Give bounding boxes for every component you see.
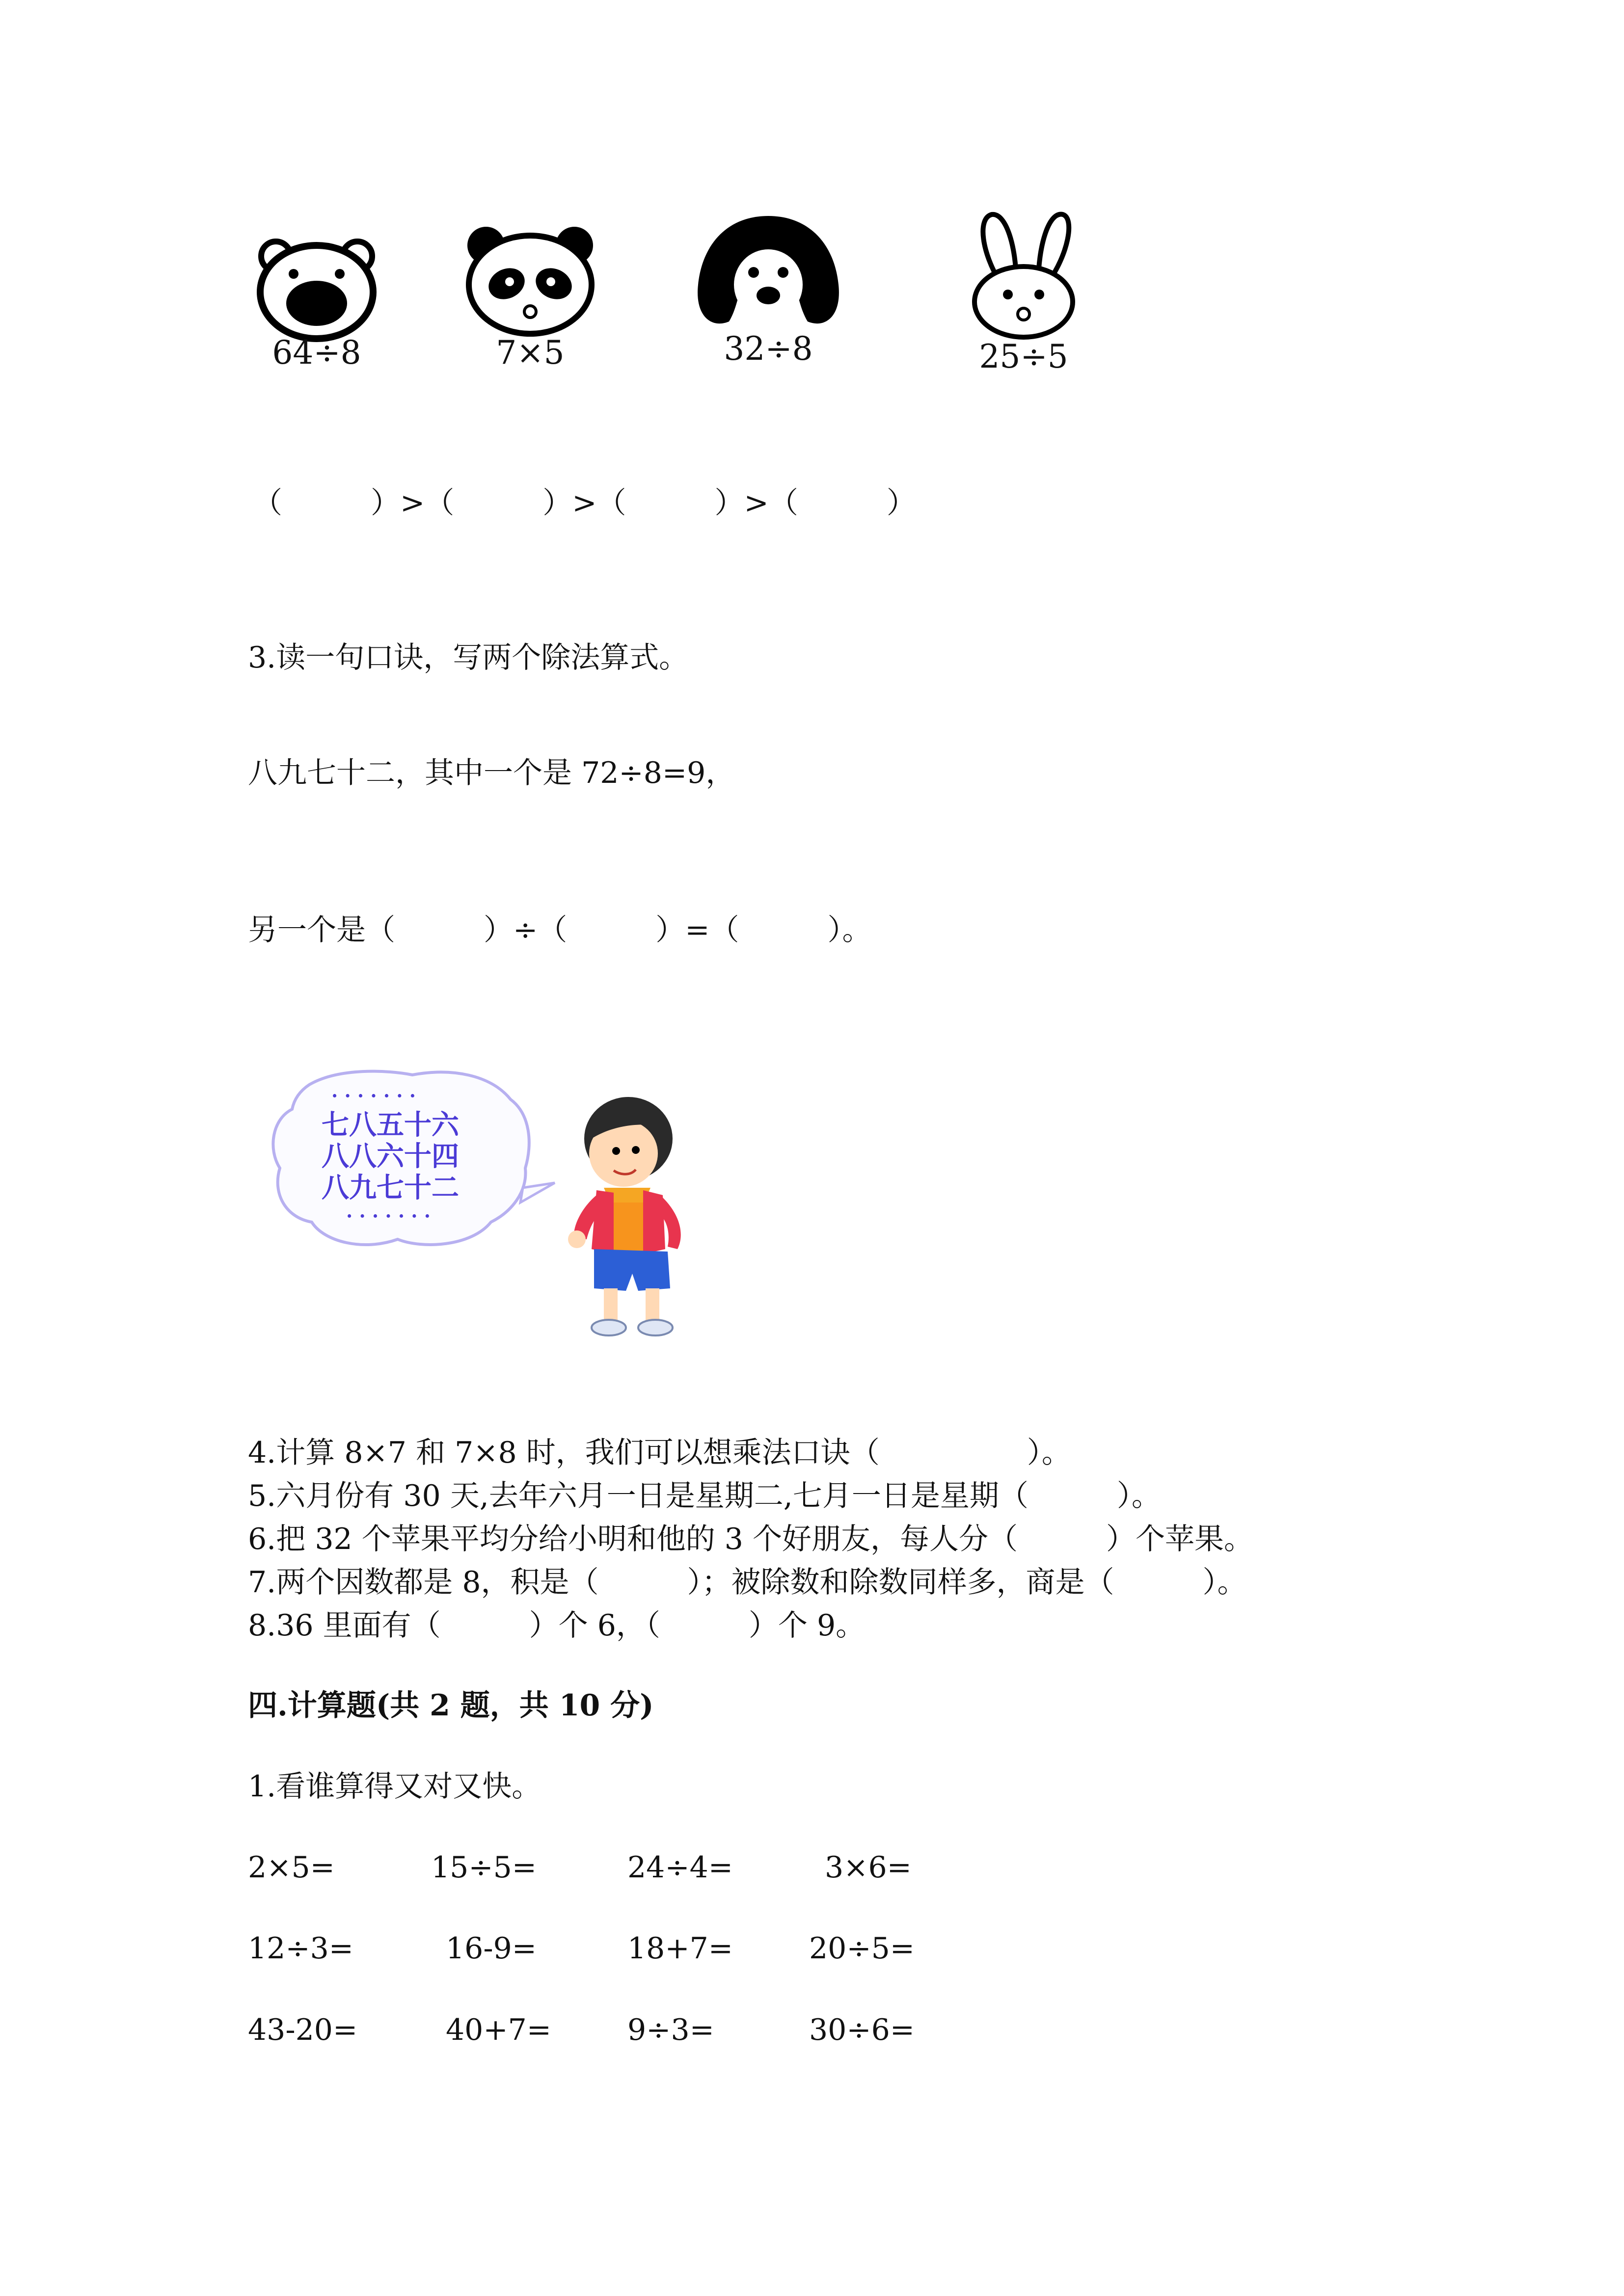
animal-expr-3: 32÷8	[724, 330, 813, 368]
boy-icon	[545, 1092, 692, 1347]
pig-face-icon	[250, 231, 383, 344]
calc-item: 3×6=	[825, 1850, 912, 1885]
question-4: 4.计算 8×7 和 7×8 时，我们可以想乘法口诀（ ）。	[248, 1436, 1071, 1470]
q3-line1: 八九七十二，其中一个是 72÷8=9，	[248, 756, 735, 790]
calc-item: 9÷3=	[627, 2013, 714, 2047]
calc-item: 18+7=	[627, 1931, 733, 1966]
calc-item: 2×5=	[248, 1850, 335, 1885]
bubble-dots-bottom: · · · · · · ·	[346, 1205, 431, 1227]
question-5: 5.六月份有 30 天,去年六月一日是星期二,七月一日是星期（ ）。	[248, 1479, 1161, 1513]
calc-item: 16-9=	[446, 1931, 537, 1966]
bubble-line-2: 八八六十四	[322, 1140, 459, 1173]
calc-item: 12÷3=	[248, 1931, 354, 1966]
question-7: 7.两个因数都是 8，积是（ ）；被除数和除数同样多，商是（ ）。	[248, 1565, 1247, 1600]
section-4-q1-title: 1.看谁算得又对又快。	[248, 1769, 541, 1804]
section-4-heading: 四.计算题(共 2 题，共 10 分)	[248, 1688, 654, 1723]
animal-expr-1: 64÷8	[272, 334, 361, 372]
calc-item: 30÷6=	[809, 2013, 915, 2047]
question-6: 6.把 32 个苹果平均分给小明和他的 3 个好朋友，每人分（ ）个苹果。	[248, 1522, 1254, 1556]
calc-item: 40+7=	[446, 2013, 552, 2047]
bubble-line-1: 七八五十六	[322, 1109, 459, 1141]
bubble-dots-top: · · · · · · ·	[331, 1085, 416, 1107]
order-answer-line: （ ）>（ ）>（ ）>（ ）	[253, 486, 916, 520]
question-8: 8.36 里面有（ ）个 6，（ ）个 9。	[248, 1608, 866, 1643]
bubble-line-3: 八九七十二	[322, 1172, 459, 1204]
panda-face-icon	[461, 221, 599, 339]
animal-expr-2: 7×5	[496, 334, 565, 372]
calc-item: 24÷4=	[627, 1850, 733, 1885]
dog-face-icon	[692, 211, 844, 334]
animal-expr-4: 25÷5	[979, 338, 1068, 375]
calc-item: 15÷5=	[431, 1850, 537, 1885]
q3-title: 3.读一句口诀，写两个除法算式。	[248, 641, 689, 675]
q3-line2: 另一个是（ ）÷（ ）=（ ）。	[248, 913, 872, 947]
calc-item: 20÷5=	[809, 1931, 915, 1966]
calc-item: 43-20=	[248, 2013, 358, 2047]
rabbit-face-icon	[970, 209, 1078, 341]
